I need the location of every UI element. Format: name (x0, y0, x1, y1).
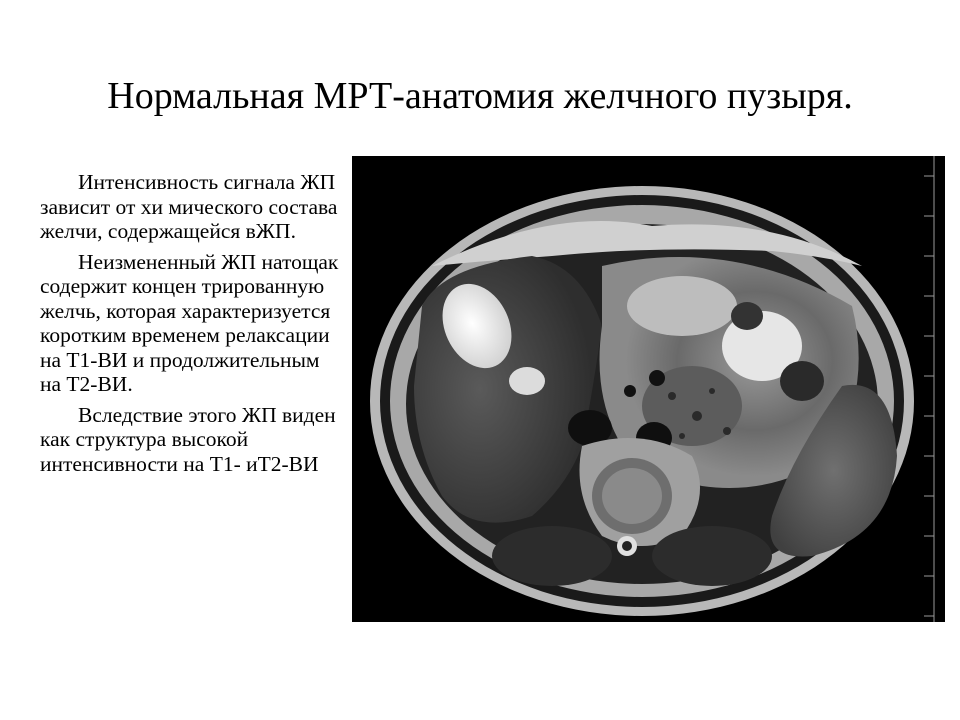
body-text (40, 170, 345, 482)
mri-axial-abdomen-icon (352, 156, 945, 622)
slide-title: Нормальная МРТ-анатомия желчного пузыря. (107, 75, 853, 117)
paragraph-fasting-gallbladder: Неизмененный ЖП натощак содержит концен трированную желчь, которая характеризуется коротким временем релаксации на Т1-ВИ и продолжительным на Т2-ВИ. (40, 249, 339, 396)
mri-image (352, 156, 945, 622)
paragraph-high-intensity: Вследствие этого ЖП виден как структура высокой интенсивности на Т1- иТ2-ВИ (40, 402, 336, 476)
paragraph-signal-intensity: Интенсивность сигнала ЖП зависит от хи мического состава желчи, содержащейся вЖП. (40, 170, 338, 243)
